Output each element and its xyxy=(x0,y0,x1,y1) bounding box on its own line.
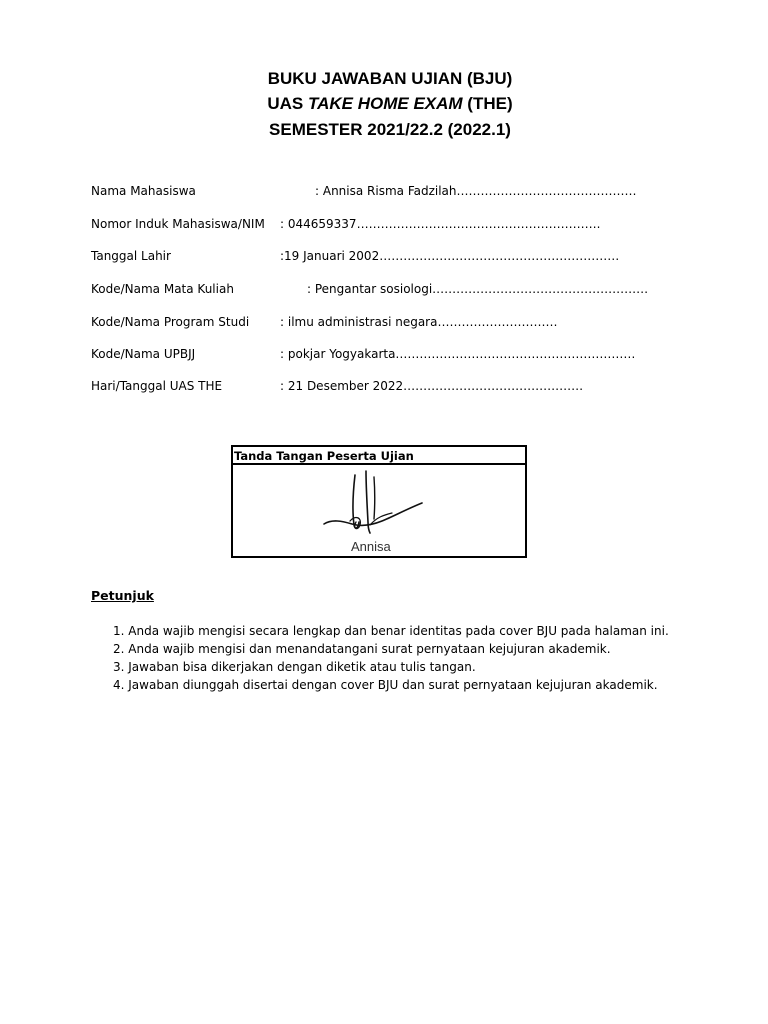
instruction-item: 4. Jawaban diunggah disertai dengan cover BJU dan surat pernyataan kejujuran akademik. xyxy=(113,678,658,692)
field-value-program-studi: : ilmu administrasi negara………………………… xyxy=(280,315,558,329)
field-label-hari-tanggal: Hari/Tanggal UAS THE xyxy=(91,379,223,393)
field-value-tanggal-lahir: :19 Januari 2002…………………………………………………… xyxy=(280,249,620,263)
field-value-nim: : 044659337……………………………………………………. xyxy=(280,217,601,231)
instructions-list xyxy=(113,622,669,694)
subtitle-prefix: UAS xyxy=(267,94,308,113)
subtitle-italic: TAKE HOME EXAM xyxy=(308,94,463,113)
field-label-mata-kuliah: Kode/Nama Mata Kuliah xyxy=(91,282,234,296)
field-label-nim: Nomor Induk Mahasiswa/NIM xyxy=(91,217,265,231)
document-subtitle xyxy=(0,92,768,116)
field-label-program-studi: Kode/Nama Program Studi xyxy=(91,315,250,329)
signature-header: Tanda Tangan Peserta Ujian xyxy=(233,447,525,465)
field-value-nama: : Annisa Risma Fadzilah……………………………………… xyxy=(315,184,637,198)
field-value-upbjj: : pokjar Yogyakarta…………………………………………………… xyxy=(280,347,636,361)
signature-name: Annisa xyxy=(351,539,391,554)
document-title: BUKU JAWABAN UJIAN (BJU) xyxy=(267,69,513,88)
field-value-hari-tanggal: : 21 Desember 2022……………………………………… xyxy=(280,379,584,393)
instruction-item: 1. Anda wajib mengisi secara lengkap dan benar identitas pada cover BJU pada halaman ini. xyxy=(113,624,669,638)
instructions-heading: Petunjuk xyxy=(91,588,154,603)
field-label-nama: Nama Mahasiswa xyxy=(91,184,196,198)
field-label-upbjj: Kode/Nama UPBJJ xyxy=(91,347,196,361)
semester-title: SEMESTER 2021/22.2 (2022.1) xyxy=(269,120,511,139)
field-value-mata-kuliah: : Pengantar sosiologi……………………………………………… xyxy=(307,282,649,296)
instruction-item: 2. Anda wajib mengisi dan menandatangani surat pernyataan kejujuran akademik. xyxy=(113,642,611,656)
instruction-item: 3. Jawaban bisa dikerjakan dengan diketik atau tulis tangan. xyxy=(113,660,476,674)
subtitle-suffix: (THE) xyxy=(462,94,513,113)
field-label-tanggal-lahir: Tanggal Lahir xyxy=(91,249,171,263)
signature-box xyxy=(231,445,527,558)
